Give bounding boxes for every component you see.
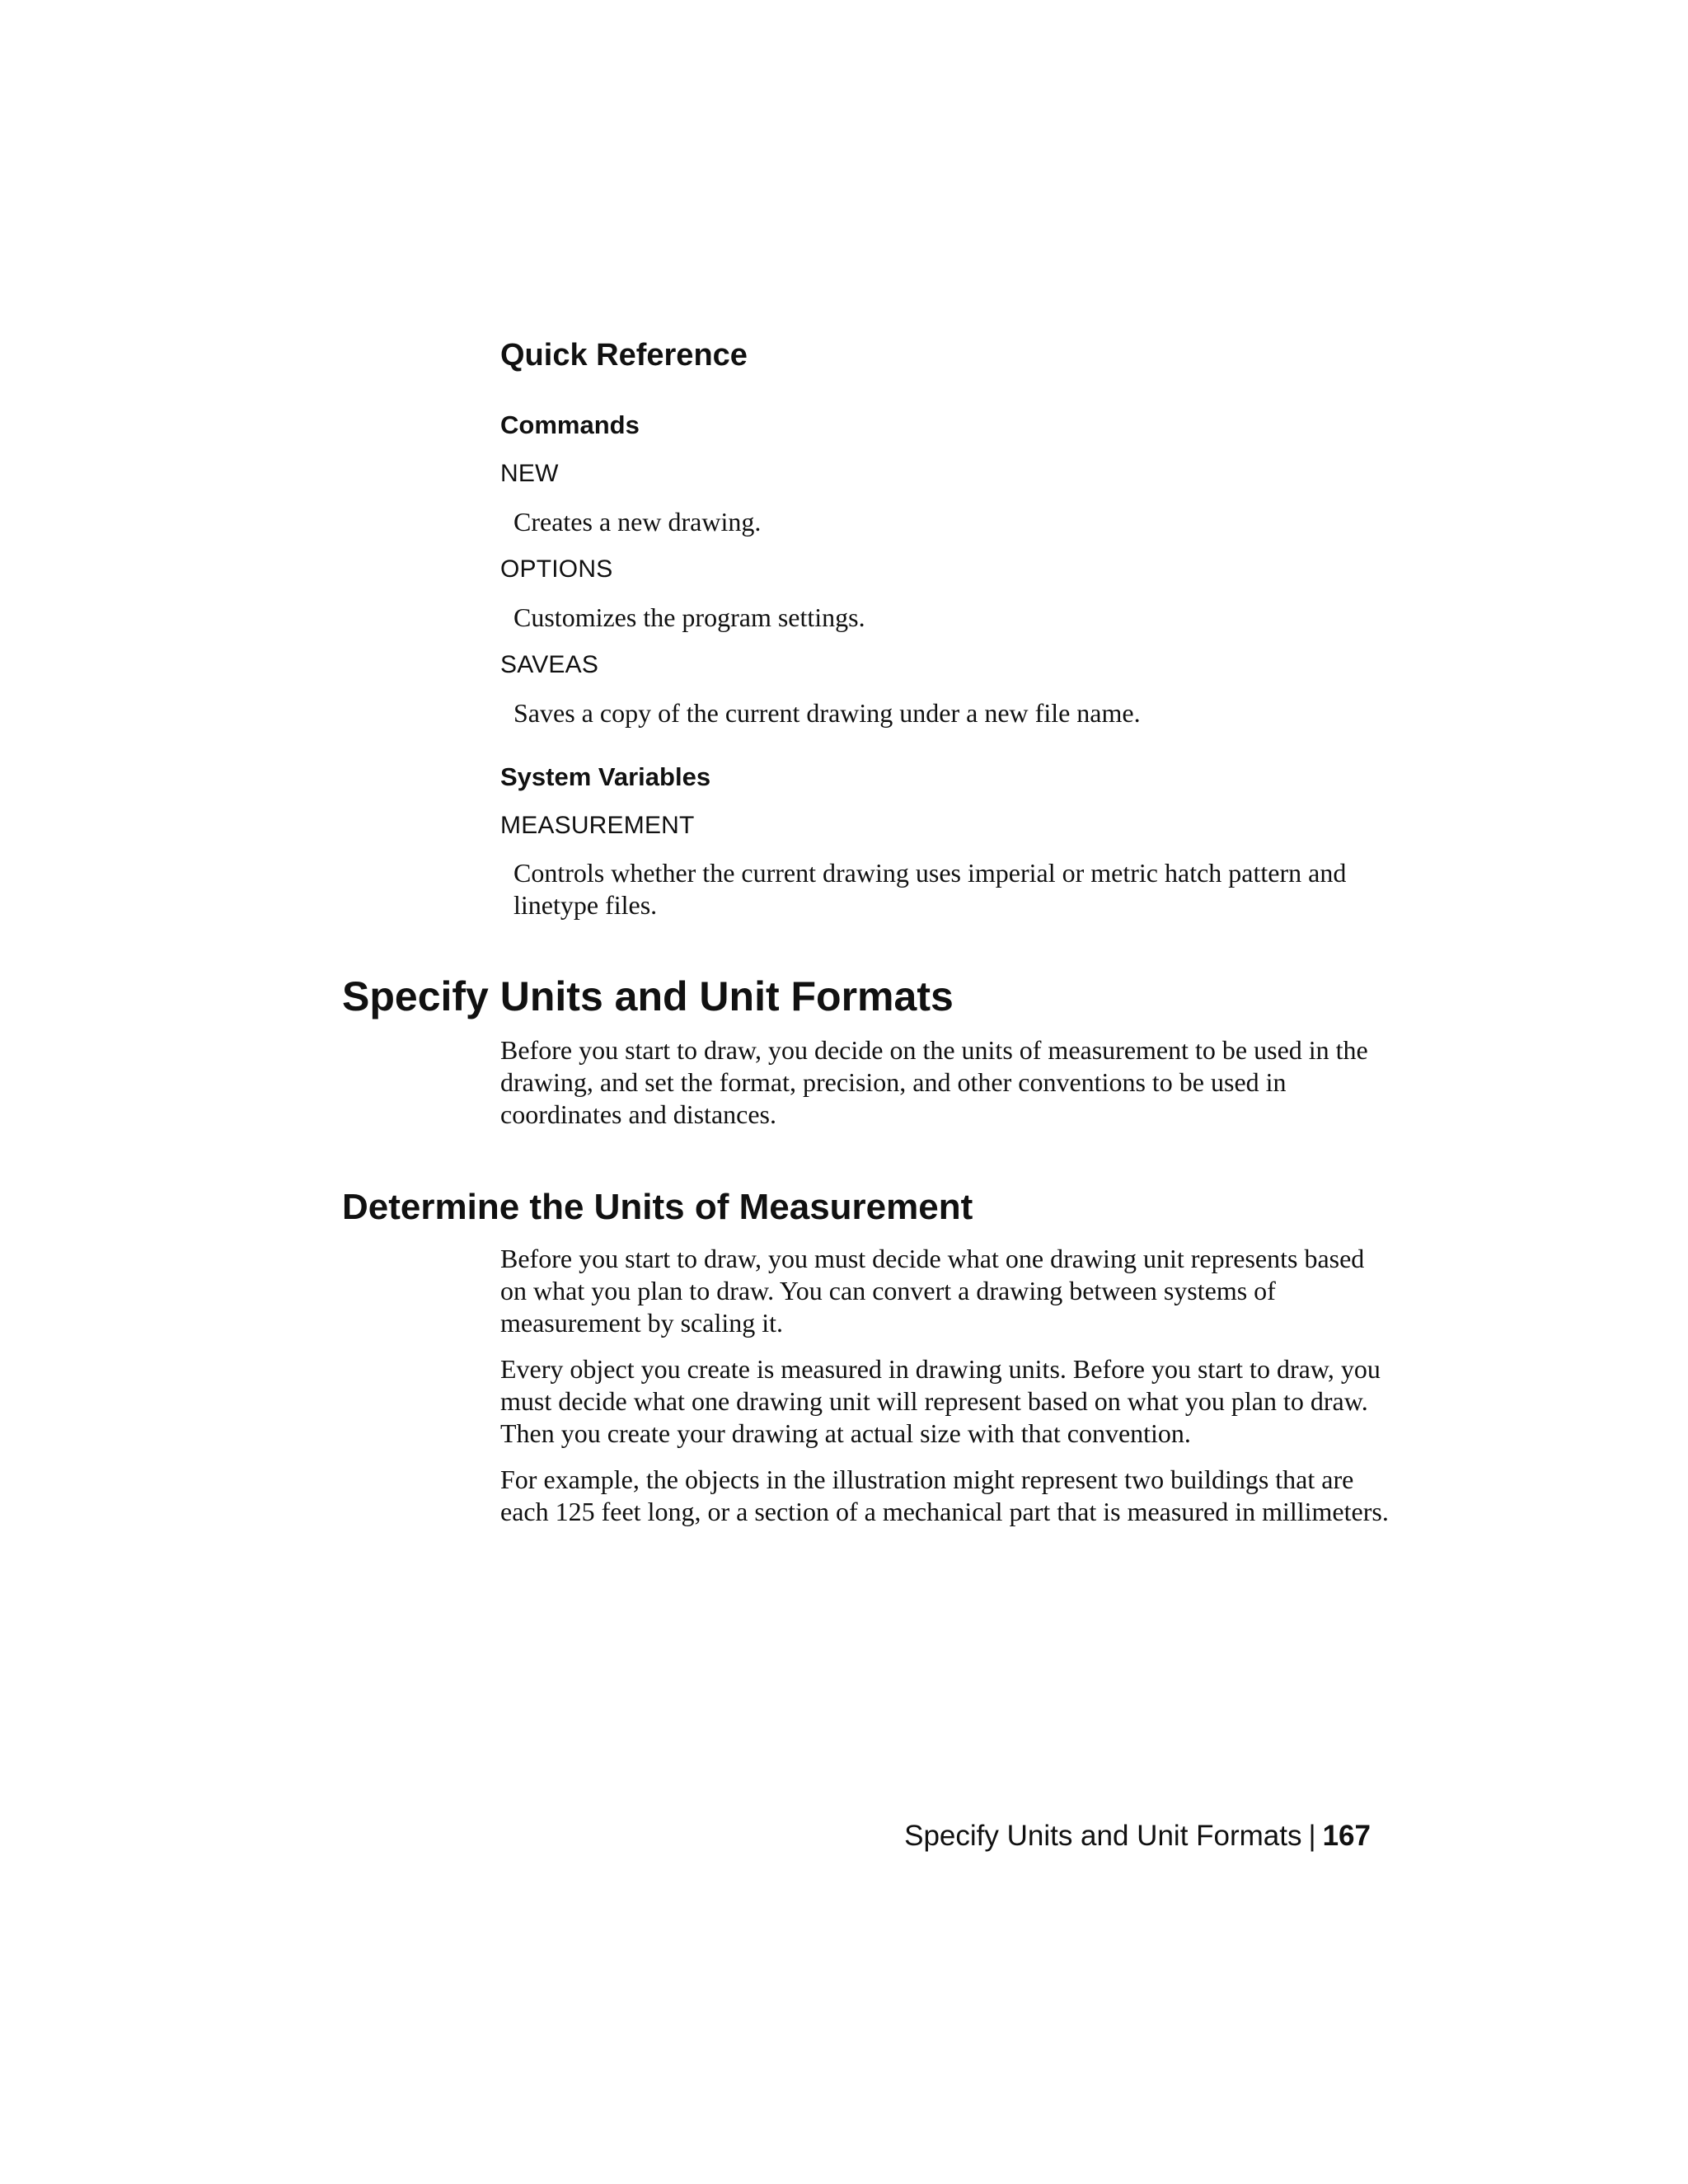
command-name-options: OPTIONS — [500, 555, 613, 583]
page-number: 167 — [1322, 1820, 1371, 1852]
command-description-saveas: Saves a copy of the current drawing under a new file name. — [513, 698, 1141, 728]
page-footer — [904, 1820, 1371, 1853]
command-description-options: Customizes the program settings. — [513, 602, 865, 632]
commands-heading: Commands — [500, 410, 640, 439]
sysvar-description-measurement: Controls whether the current drawing uses imperial or metric hatch pattern and linetype files. — [513, 858, 1347, 920]
command-name-new: NEW — [500, 460, 559, 487]
command-description-new: Creates a new drawing. — [513, 507, 762, 537]
footer-section-title: Specify Units and Unit Formats — [904, 1820, 1302, 1852]
section-paragraph-specify-units: Before you start to draw, you decide on the units of measurement to be used in the drawing, and set the format, precision, and other conventions to be used in coordinates and distances. — [500, 1035, 1368, 1129]
system-variables-heading: System Variables — [500, 762, 711, 791]
measurement-paragraph-3: For example, the objects in the illustration might represent two buildings that are each 125 feet long, or a section of a mechanical part that is measured in millimeters. — [500, 1465, 1389, 1526]
measurement-paragraph-2: Every object you create is measured in drawing units. Before you start to draw, you must decide what one drawing unit will represent based on what you plan to draw. Then you create your drawing at actual size with that convention. — [500, 1354, 1381, 1448]
sysvar-name-measurement: MEASUREMENT — [500, 812, 695, 839]
footer-separator: | — [1308, 1820, 1316, 1852]
section-heading-specify-units: Specify Units and Unit Formats — [342, 973, 954, 1019]
command-name-saveas: SAVEAS — [500, 651, 599, 678]
measurement-paragraph-1: Before you start to draw, you must decide what one drawing unit represents based on what you plan to draw. You can convert a drawing between systems of measurement by scaling it. — [500, 1244, 1365, 1338]
section-heading-determine-units: Determine the Units of Measurement — [342, 1187, 973, 1227]
quick-reference-title: Quick Reference — [500, 338, 748, 373]
